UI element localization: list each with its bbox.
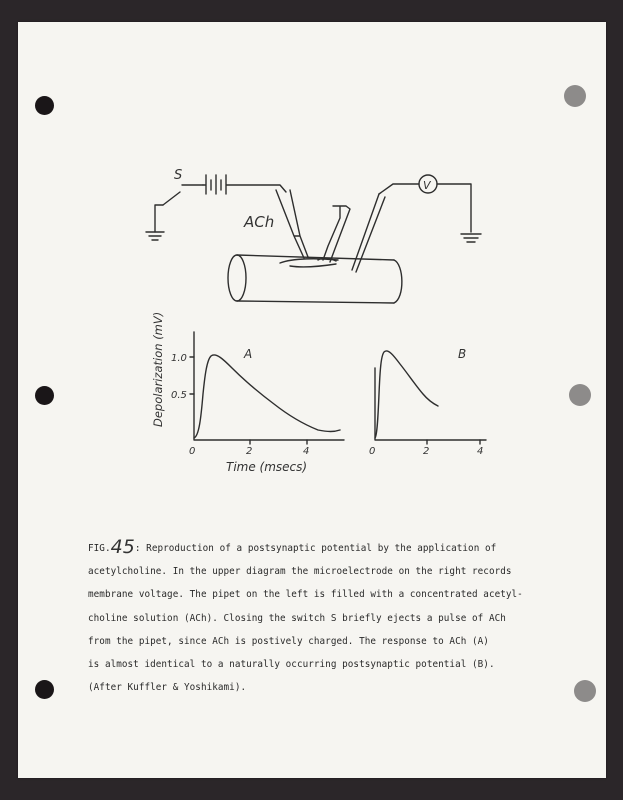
x-tick-b-3: 4 bbox=[477, 446, 484, 457]
battery bbox=[203, 175, 286, 194]
x-axis-label: Time (msecs) bbox=[226, 460, 308, 474]
document-page bbox=[18, 22, 606, 778]
x-tick-a-1: 0 bbox=[189, 446, 196, 457]
x-tick-a-3: 4 bbox=[303, 446, 310, 457]
y-axis-label: Depolarization (mV) bbox=[151, 311, 165, 427]
pipet-label: ACh bbox=[244, 213, 275, 231]
figure-45 bbox=[18, 22, 606, 522]
ground-right-symbol bbox=[461, 234, 481, 242]
graph-a-y-axis bbox=[194, 332, 344, 440]
muscle-fiber bbox=[237, 255, 394, 303]
panel-b-label: B bbox=[458, 347, 467, 361]
caption-line-1 bbox=[88, 536, 558, 560]
endplate bbox=[280, 258, 338, 267]
x-tick-b-2: 2 bbox=[423, 446, 430, 457]
switch-label: S bbox=[174, 168, 183, 183]
ach-pipet bbox=[323, 206, 350, 262]
right-wire bbox=[379, 184, 419, 194]
binder-hole-3 bbox=[35, 680, 54, 699]
x-tick-b-1: 0 bbox=[369, 446, 376, 457]
ground-left-wire bbox=[155, 205, 163, 232]
binder-hole-6 bbox=[574, 680, 596, 702]
y-tick-2: 0.5 bbox=[171, 390, 187, 401]
graph-b-y-axis bbox=[375, 368, 486, 440]
caption-line-3: membrane voltage. The pipet on the left is filled with a concentrated acetyl- bbox=[88, 589, 523, 601]
curve-a bbox=[194, 355, 340, 438]
ground-left-symbol bbox=[146, 232, 164, 240]
caption-line-7: (After Kuffler & Yoshikami). bbox=[88, 682, 247, 694]
caption-line-6: is almost identical to a naturally occurring postsynaptic potential (B). bbox=[88, 659, 495, 671]
caption-line-4: choline solution (ACh). Closing the switch S briefly ejects a pulse of ACh bbox=[88, 612, 506, 624]
x-tick-a-2: 2 bbox=[246, 446, 253, 457]
left-pipet bbox=[276, 190, 308, 258]
caption-line-2: acetylcholine. In the upper diagram the microelectrode on the right records bbox=[88, 566, 512, 578]
muscle-fiber-end bbox=[228, 255, 246, 301]
voltmeter-label: V bbox=[423, 179, 431, 192]
binder-hole-5 bbox=[569, 384, 591, 406]
switch-s bbox=[163, 192, 180, 205]
y-tick-1: 1.0 bbox=[171, 353, 187, 364]
binder-hole-2 bbox=[35, 386, 54, 405]
caption-prefix: FIG. bbox=[88, 543, 111, 554]
panel-a-label: A bbox=[244, 347, 253, 361]
figure-caption bbox=[88, 536, 558, 699]
figure-number: 45 bbox=[110, 536, 135, 558]
binder-hole-4 bbox=[564, 85, 586, 107]
caption-line-5: from the pipet, since ACh is postively charged. The response to ACh (A) bbox=[88, 635, 489, 647]
curve-b bbox=[375, 351, 438, 438]
right-electrode bbox=[352, 194, 385, 272]
binder-hole-1 bbox=[35, 96, 54, 115]
caption-text-1: : Reproduction of a postsynaptic potential by the application of bbox=[134, 543, 497, 554]
